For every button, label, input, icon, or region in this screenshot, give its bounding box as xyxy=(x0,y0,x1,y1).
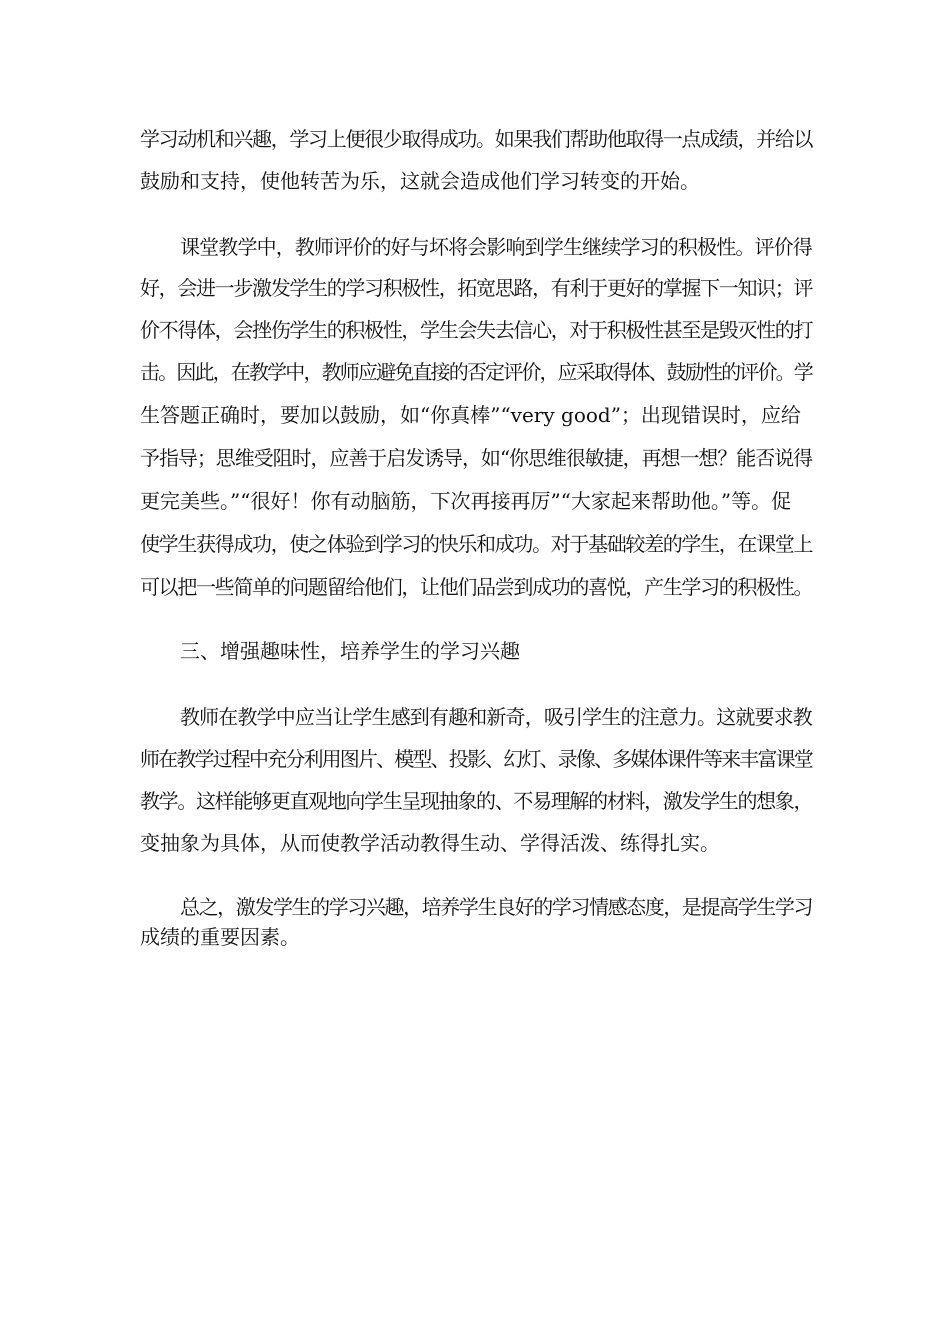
text-line: 好，会进一步激发学生的学习积极性，拓宽思路，有利于更好的掌握下一知识；评 xyxy=(140,276,813,300)
text-line: 更完美些。”“很好！你有动脑筋，下次再接再厉”“大家起来帮助他。”等。促 xyxy=(140,489,792,513)
text-line: 学习动机和兴趣，学习上便很少取得成功。如果我们帮助他取得一点成绩，并给以 xyxy=(140,127,813,151)
text-line: 生答题正确时，要加以鼓励，如“你真棒”“very good”；出现错误时，应给 xyxy=(140,403,801,427)
text-line: 教师在教学中应当让学生感到有趣和新奇，吸引学生的注意力。这就要求教 xyxy=(180,705,812,729)
text-line: 总之，激发学生的学习兴趣，培养学生良好的学习情感态度，是提高学生学习 xyxy=(180,895,813,919)
text-line: 予指导；思维受阻时，应善于启发诱导，如“你思维很敏捷，再想一想？能否说得 xyxy=(140,446,813,470)
text-line: 可以把一些简单的问题留给他们，让他们品尝到成功的喜悦，产生学习的积极性。 xyxy=(140,575,813,599)
text-line: 击。因此，在教学中，教师应避免直接的否定评价，应采取得体、鼓励性的评价。学 xyxy=(140,360,812,384)
text-line: 师在教学过程中充分利用图片、模型、投影、幻灯、录像、多媒体课件等来丰富课堂 xyxy=(140,747,812,771)
text-line: 教学。这样能够更直观地向学生呈现抽象的、不易理解的材料，激发学生的想象， xyxy=(140,789,813,813)
text-line: 课堂教学中，教师评价的好与坏将会影响到学生继续学习的积极性。评价得 xyxy=(180,235,812,259)
text-line: 价不得体，会挫伤学生的积极性，学生会失去信心，对于积极性甚至是毁灭性的打 xyxy=(140,318,813,342)
text-line: 鼓励和支持，使他转苦为乐，这就会造成他们学习转变的开始。 xyxy=(140,169,700,193)
text-line: 成绩的重要因素。 xyxy=(140,925,300,949)
section-heading: 三、增强趣味性，培养学生的学习兴趣 xyxy=(180,639,520,663)
text-line: 使学生获得成功，使之体验到学习的快乐和成功。对于基础较差的学生，在课堂上 xyxy=(140,532,813,556)
text-line: 变抽象为具体，从而使教学活动教得生动、学得活泼、练得扎实。 xyxy=(140,831,720,855)
